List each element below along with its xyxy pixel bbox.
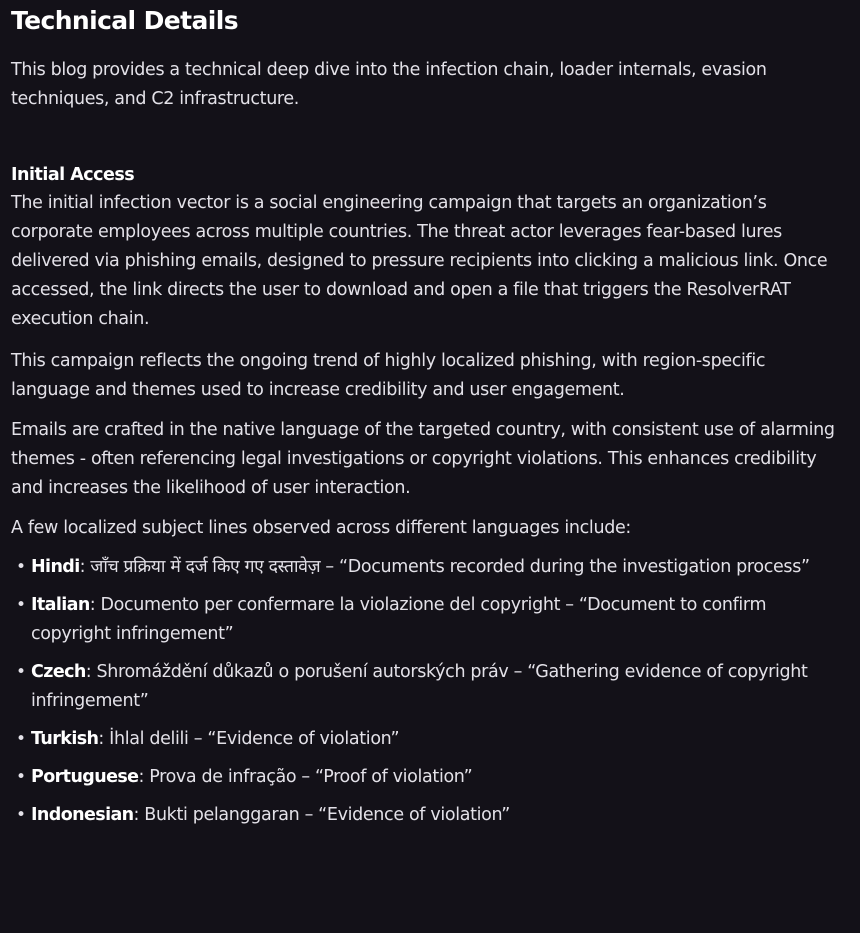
intro-paragraph: This blog provides a technical deep dive into the infection chain, loader internals, evasion techniques, and C2 infrastructure. [11, 60, 767, 109]
page-title: Technical Details [11, 6, 238, 35]
list-item [16, 658, 848, 716]
list-item [16, 725, 848, 754]
paragraph-infection-vector: The initial infection vector is a social engineering campaign that targets an organization’s corporate employees across multiple countries. The threat actor leverages fear-based lures delivered via phishing emails, designed to pressure recipients into clicking a malicious link. Once accessed, the link directs the user to download and open a file that triggers the ResolverRAT execution chain. [11, 193, 828, 329]
bullet-icon: • [16, 662, 26, 682]
language-name: Hindi [31, 557, 80, 577]
list-item [16, 553, 848, 582]
bullet-icon: • [16, 767, 26, 787]
language-name: Italian [31, 595, 90, 615]
list-item [16, 763, 848, 792]
subject-line-text: : Bukti pelanggaran – “Evidence of violation” [133, 805, 510, 825]
list-item [16, 801, 848, 830]
subject-line-text: : Prova de infração – “Proof of violation” [138, 767, 473, 787]
section-heading: Initial Access [11, 165, 135, 185]
subject-lines-list [11, 553, 848, 830]
language-name: Indonesian [31, 805, 134, 825]
bullet-icon: • [16, 805, 26, 825]
subject-line-text: : Documento per confermare la violazione del copyright – “Document to confirm copyright infringement” [31, 595, 767, 644]
paragraph-campaign-trend: This campaign reflects the ongoing trend of highly localized phishing, with region-specific language and themes used to increase credibility and user engagement. [11, 351, 766, 400]
bullet-icon: • [16, 729, 26, 749]
bullet-icon: • [16, 595, 26, 615]
language-name: Czech [31, 662, 86, 682]
bullet-icon: • [16, 557, 26, 577]
subject-line-text: : Shromáždění důkazů o porušení autorských práv – “Gathering evidence of copyright infringement” [31, 662, 808, 711]
subject-line-text: : जाँच प्रक्रिया में दर्ज किए गए दस्तावेज़ – “Documents recorded during the investigation process” [79, 557, 810, 577]
list-item [16, 591, 848, 649]
paragraph-email-crafting: Emails are crafted in the native language of the targeted country, with consistent use of alarming themes - often referencing legal investigations or copyright violations. This enhances credibility and increases the likelihood of user interaction. [11, 420, 835, 498]
language-name: Portuguese [31, 767, 139, 787]
subject-line-text: : İhlal delili – “Evidence of violation” [98, 729, 400, 749]
language-name: Turkish [31, 729, 99, 749]
paragraph-subject-lines-intro: A few localized subject lines observed across different languages include: [11, 518, 631, 538]
